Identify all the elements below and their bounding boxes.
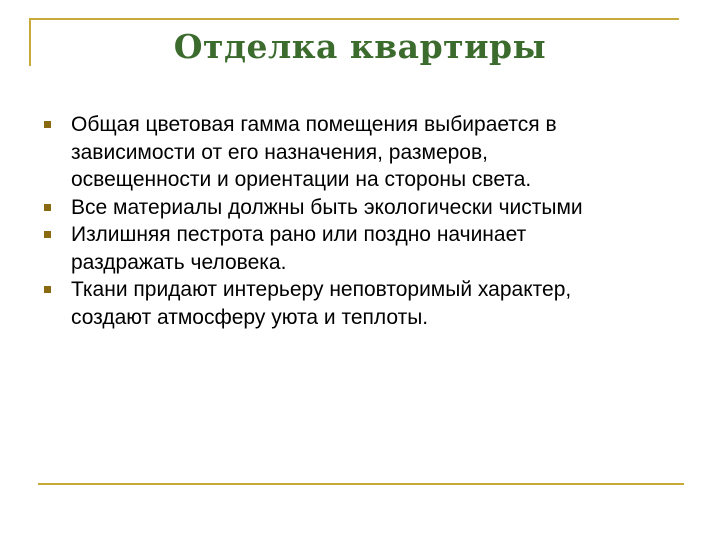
bullet-item [44,194,684,222]
bottom-decorative-rule [38,483,684,485]
square-bullet-icon [44,231,51,238]
bullet-item [44,221,684,276]
bullet-item [44,276,684,331]
bullet-text: Все материалы должны быть экологически чистыми [71,195,583,219]
bullet-text: Ткани придают интерьеру неповторимый характер, создают атмосферу уюта и теплоты. [71,278,572,329]
bullet-text: Излишняя пестрота рано или поздно начинает раздражать человека. [71,223,527,274]
bullet-item [44,111,684,194]
bullet-text: Общая цветовая гамма помещения выбирается в зависимости от его назначения, размеров, освещенности и ориентации на стороны света. [71,113,557,191]
bullet-list [44,111,684,331]
top-decorative-rule [29,18,679,20]
slide-title: Отделка квартиры [173,27,547,66]
square-bullet-icon [44,286,51,293]
square-bullet-icon [44,121,51,128]
square-bullet-icon [44,204,51,211]
